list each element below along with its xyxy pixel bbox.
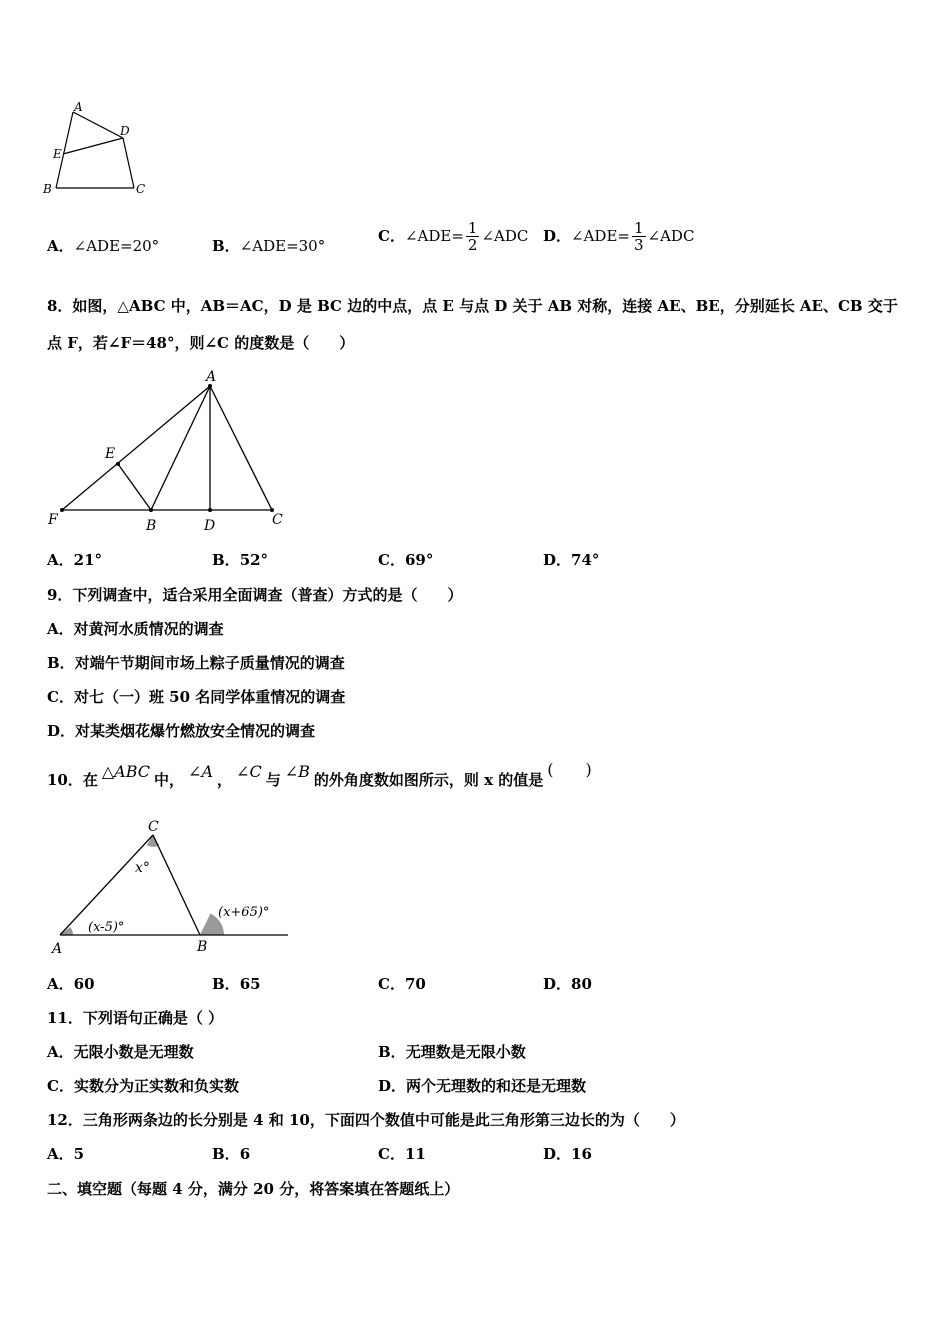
option-text: 6 — [239, 1145, 251, 1163]
q10-number: 10．在 — [47, 771, 98, 789]
label-E: E — [53, 147, 62, 161]
option-suffix: ∠ADC — [481, 227, 529, 245]
option-text: ∠ADE=20° — [73, 237, 160, 255]
option-text: 无理数是无限小数 — [405, 1043, 526, 1061]
option-letter: C． — [378, 975, 405, 993]
label-C: C — [148, 819, 159, 835]
option-letter: D． — [543, 1145, 572, 1163]
option-letter: B． — [212, 551, 240, 569]
option-letter: D． — [543, 975, 572, 993]
q10-option-c[interactable] — [378, 974, 426, 994]
label-D: D — [204, 518, 216, 534]
option-letter: B． — [47, 654, 75, 672]
option-letter: D． — [543, 551, 572, 569]
label-E: E — [105, 446, 116, 462]
option-text: 65 — [239, 975, 261, 993]
option-text: 无限小数是无理数 — [73, 1043, 194, 1061]
q9-option-b[interactable] — [47, 653, 345, 673]
q10-figure — [40, 815, 300, 960]
option-letter: B． — [212, 975, 240, 993]
option-letter: A． — [47, 237, 74, 255]
q9-option-d[interactable] — [47, 721, 315, 741]
option-text: 两个无理数的和还是无理数 — [406, 1077, 587, 1095]
q7-option-c[interactable] — [378, 212, 528, 260]
segment-AD — [73, 112, 123, 138]
option-letter: C． — [378, 1145, 405, 1163]
option-letter: C． — [47, 1077, 74, 1095]
label-A: A — [206, 369, 217, 385]
q11-option-d[interactable] — [378, 1076, 586, 1096]
label-b-exterior: (x+65)° — [218, 905, 270, 920]
q8-option-d[interactable] — [543, 550, 599, 570]
label-x: x° — [135, 860, 150, 876]
label-A: A — [74, 100, 83, 114]
option-text: 16 — [571, 1145, 592, 1163]
q10-option-a[interactable] — [47, 974, 95, 994]
label-F: F — [48, 512, 58, 528]
option-text: 5 — [73, 1145, 85, 1163]
option-text: 69° — [404, 551, 434, 569]
option-text: 对端午节期间市场上粽子质量情况的调查 — [74, 654, 345, 672]
option-letter: A． — [47, 551, 74, 569]
section-2-title: 二、填空题（每题 4 分，满分 20 分，将答案填在答题纸上） — [47, 1180, 460, 1198]
option-letter: B． — [212, 1145, 240, 1163]
point-B — [149, 508, 153, 512]
fraction: $\frac{1}{3}$ — [633, 218, 644, 254]
option-letter: D． — [47, 722, 76, 740]
q12-option-d[interactable] — [543, 1144, 592, 1164]
option-suffix: ∠ADC — [647, 227, 695, 245]
option-text: 60 — [73, 975, 95, 993]
label-B: B — [197, 939, 208, 955]
option-letter: D． — [543, 227, 572, 245]
option-text: 对黄河水质情况的调查 — [73, 620, 224, 638]
option-text: 52° — [239, 551, 269, 569]
q10-text: 中， — [154, 771, 185, 789]
answer-paren: ( ) — [547, 760, 592, 779]
option-text: 对某类烟花爆竹燃放安全情况的调查 — [75, 722, 316, 740]
option-text: ∠ADE=30° — [239, 237, 326, 255]
option-letter: A． — [47, 975, 74, 993]
q10-option-d[interactable] — [543, 974, 592, 994]
label-B: B — [146, 518, 157, 534]
label-C: C — [272, 512, 283, 528]
option-prefix: ∠ADE= — [404, 227, 464, 245]
q12-option-a[interactable] — [47, 1144, 84, 1164]
q7-option-d[interactable] — [543, 212, 694, 260]
q8-option-c[interactable] — [378, 550, 433, 570]
label-C: C — [136, 182, 146, 196]
q11-option-b[interactable] — [378, 1042, 526, 1062]
segment-CB — [153, 835, 200, 935]
q9-stem: 9．下列调查中，适合采用全面调查（普查）方式的是（ ） — [47, 586, 463, 604]
q8-option-b[interactable] — [212, 550, 268, 570]
label-D: D — [120, 124, 130, 138]
option-letter: A． — [47, 620, 74, 638]
q10-option-b[interactable] — [212, 974, 261, 994]
segment-AB — [151, 386, 210, 510]
option-letter: D． — [378, 1077, 407, 1095]
q10-stem — [47, 760, 592, 790]
option-text: 70 — [404, 975, 426, 993]
q12-option-b[interactable] — [212, 1144, 250, 1164]
q7-option-a[interactable] — [47, 236, 159, 256]
q8-stem-line2: 点 F，若∠F＝48°，则∠C 的度数是（ ） — [47, 334, 355, 352]
option-letter: B． — [212, 237, 240, 255]
option-text: 80 — [571, 975, 592, 993]
option-letter: A． — [47, 1145, 74, 1163]
option-text: 74° — [571, 551, 600, 569]
q9-option-c[interactable] — [47, 687, 345, 707]
q8-stem-line1: 8．如图，△ABC 中，AB＝AC，D 是 BC 边的中点，点 E 与点 D 关于 AB 对称，连接 AE、BE，分别延长 AE、CB 交于 — [47, 297, 898, 315]
segment-CD — [123, 138, 134, 188]
option-prefix: ∠ADE= — [571, 227, 630, 245]
label-A: A — [52, 941, 63, 957]
point-F — [60, 508, 64, 512]
q10-text: 的外角度数如图所示，则 x 的值是 — [313, 771, 544, 789]
label-B: B — [43, 182, 52, 196]
q8-figure — [40, 368, 300, 538]
q7-figure — [40, 100, 160, 200]
option-text: 11 — [404, 1145, 426, 1163]
option-text: 实数分为正实数和负实数 — [73, 1077, 239, 1095]
math-triangle-abc: △ABC — [101, 762, 151, 781]
option-letter: C． — [378, 227, 405, 245]
option-letter: A． — [47, 1043, 74, 1061]
option-letter: C． — [378, 551, 405, 569]
q10-text: ， — [217, 771, 233, 789]
q11-stem: 11．下列语句正确是（ ） — [47, 1009, 224, 1027]
math-angle-a: ∠A — [188, 762, 214, 781]
point-D — [208, 508, 212, 512]
segment-FA — [62, 386, 210, 510]
q7-option-b[interactable] — [212, 236, 325, 256]
segment-ED — [63, 138, 123, 154]
option-text: 21° — [73, 551, 103, 569]
q12-stem: 12．三角形两条边的长分别是 4 和 10，下面四个数值中可能是此三角形第三边长的为（ ） — [47, 1111, 685, 1129]
q11-option-c[interactable] — [47, 1076, 239, 1096]
option-letter: B． — [378, 1043, 406, 1061]
q8-option-a[interactable] — [47, 550, 102, 570]
math-angle-c: ∠C — [236, 762, 262, 781]
segment-EB — [118, 464, 151, 510]
fraction: $\frac{1}{2}$ — [467, 218, 478, 254]
q9-option-a[interactable] — [47, 619, 224, 639]
option-letter: C． — [47, 688, 74, 706]
point-E — [116, 462, 120, 466]
q11-option-a[interactable] — [47, 1042, 194, 1062]
segment-AC — [210, 386, 272, 510]
q10-text: 与 — [265, 771, 281, 789]
math-angle-b: ∠B — [284, 762, 310, 781]
label-a-exterior: (x-5)° — [88, 920, 125, 935]
q12-option-c[interactable] — [378, 1144, 426, 1164]
option-text: 对七（一）班 50 名同学体重情况的调查 — [73, 688, 346, 706]
